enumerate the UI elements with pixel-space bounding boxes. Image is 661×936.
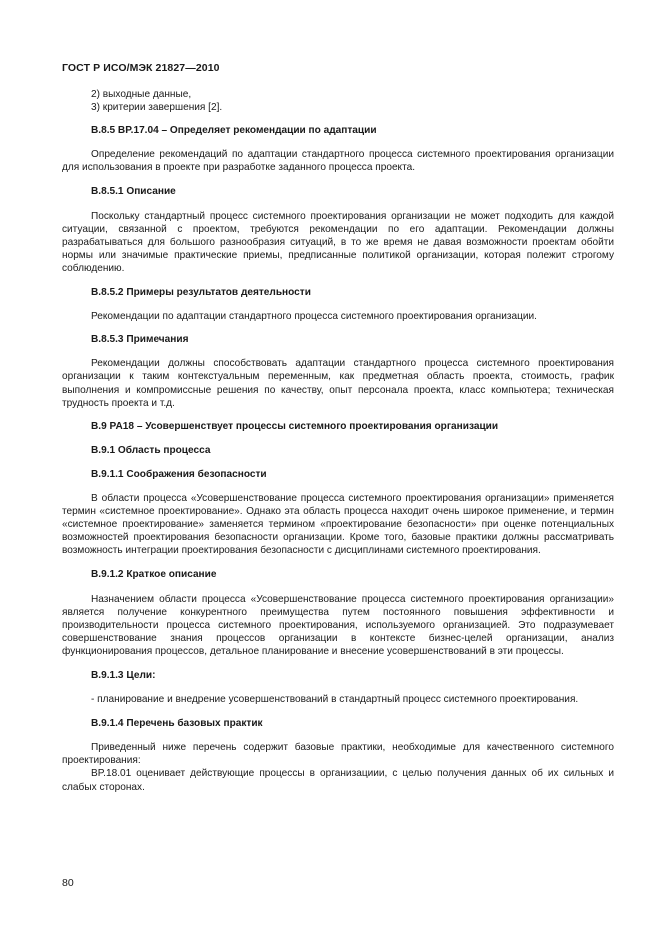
section-heading-b-9-1-1: B.9.1.1 Соображения безопасности bbox=[91, 468, 267, 480]
section-heading-b-9-1-3: B.9.1.3 Цели: bbox=[91, 670, 156, 681]
section-heading-b-8-5-3: B.8.5.3 Примечания bbox=[91, 334, 189, 346]
document-code-header: ГОСТ Р ИСО/МЭК 21827—2010 bbox=[62, 62, 220, 74]
section-heading-b-8-5-1: B.8.5.1 Описание bbox=[91, 186, 176, 198]
paragraph-b-8-5: Определение рекомендаций по адаптации стандартного процесса системного проектирования организации для использования в проекте при разработке заданного процесса проекта. bbox=[62, 149, 614, 174]
paragraph-b-9-1-1: В области процесса «Усовершенствование процесса системного проектирования организации» применяется термин «системное проектирование». Однако эта область процесса находит очень широкое применение, и термин «системное проектирование» заменяется термином «проектирование безопасности» при оценке потенциальных возможностей проектирования безопасности организации. Кроме того, базовые практики должны рассматривать возможность интеграции проектирования безопасности с дисциплинами системного проектирования. bbox=[62, 492, 614, 557]
paragraph-b-8-5-1: Поскольку стандартный процесс системного проектирования организации не может подходить для каждой ситуации, связанной с проектом, требуются рекомендации по его адаптации. Рекомендации должны разрабатываться для большого разнообразия ситуаций, в то же время не давая возможности проектам обойти нормы или значимые практические приемы, предписанные политикой организации, которая полежит строгому соблюдению. bbox=[62, 210, 614, 274]
paragraph-b-9-1-2: Назначением области процесса «Усовершенствование процесса системного проектирования организации» является получение конкурентного преимущества путем постоянного повышения эффективности и производительности процесса системного проектирования, используемого организацией. Это подразумевает совершенствование знания процессов организации в контексте бизнес-целей организации, анализ функционирования процессов, детальное планирование и внесение усовершенствований в эти процессы. bbox=[62, 593, 614, 657]
list-item-completion-criteria: 3) критерии завершения [2]. bbox=[91, 102, 223, 114]
page-number: 80 bbox=[62, 877, 74, 889]
section-heading-b-8-5-2: B.8.5.2 Примеры результатов деятельности bbox=[91, 287, 311, 299]
paragraph-b-8-5-3: Рекомендации должны способствовать адаптации стандартного процесса системного проектирования организации к таким контекстуальным переменным, как предметная область проекта, стоимость, график выполнения и компромиссные решения по качеству, опыт персонала проекта, класс компьютера; техническая трудность проекта и т.д. bbox=[62, 358, 614, 409]
paragraph-b-8-5-2: Рекомендации по адаптации стандартного процесса системного проектирования организации. bbox=[91, 311, 537, 323]
section-heading-b-9-1: B.9.1 Область процесса bbox=[91, 444, 211, 456]
paragraph-b-9-1-4-intro: Приведенный ниже перечень содержит базовые практики, необходимые для качественного системного проектирования: bbox=[62, 742, 614, 767]
list-item-outputs: 2) выходные данные, bbox=[91, 89, 192, 100]
paragraph-b-9-1-3: - планирование и внедрение усовершенствований в стандартный процесс системного проектирования. bbox=[91, 694, 579, 706]
paragraph-bp-18-01: BP.18.01 оценивает действующие процессы в организациии, с целью получения данных об их сильных и слабых сторонах. bbox=[62, 768, 614, 793]
section-heading-b-9: B.9 PA18 – Усовершенствует процессы системного проектирования организации bbox=[91, 420, 499, 432]
section-heading-b-9-1-4: B.9.1.4 Перечень базовых практик bbox=[91, 718, 263, 730]
section-heading-b-8-5: B.8.5 BP.17.04 – Определяет рекомендации по адаптации bbox=[91, 125, 377, 137]
page-body bbox=[62, 88, 614, 794]
section-heading-b-9-1-2: B.9.1.2 Краткое описание bbox=[91, 569, 217, 581]
